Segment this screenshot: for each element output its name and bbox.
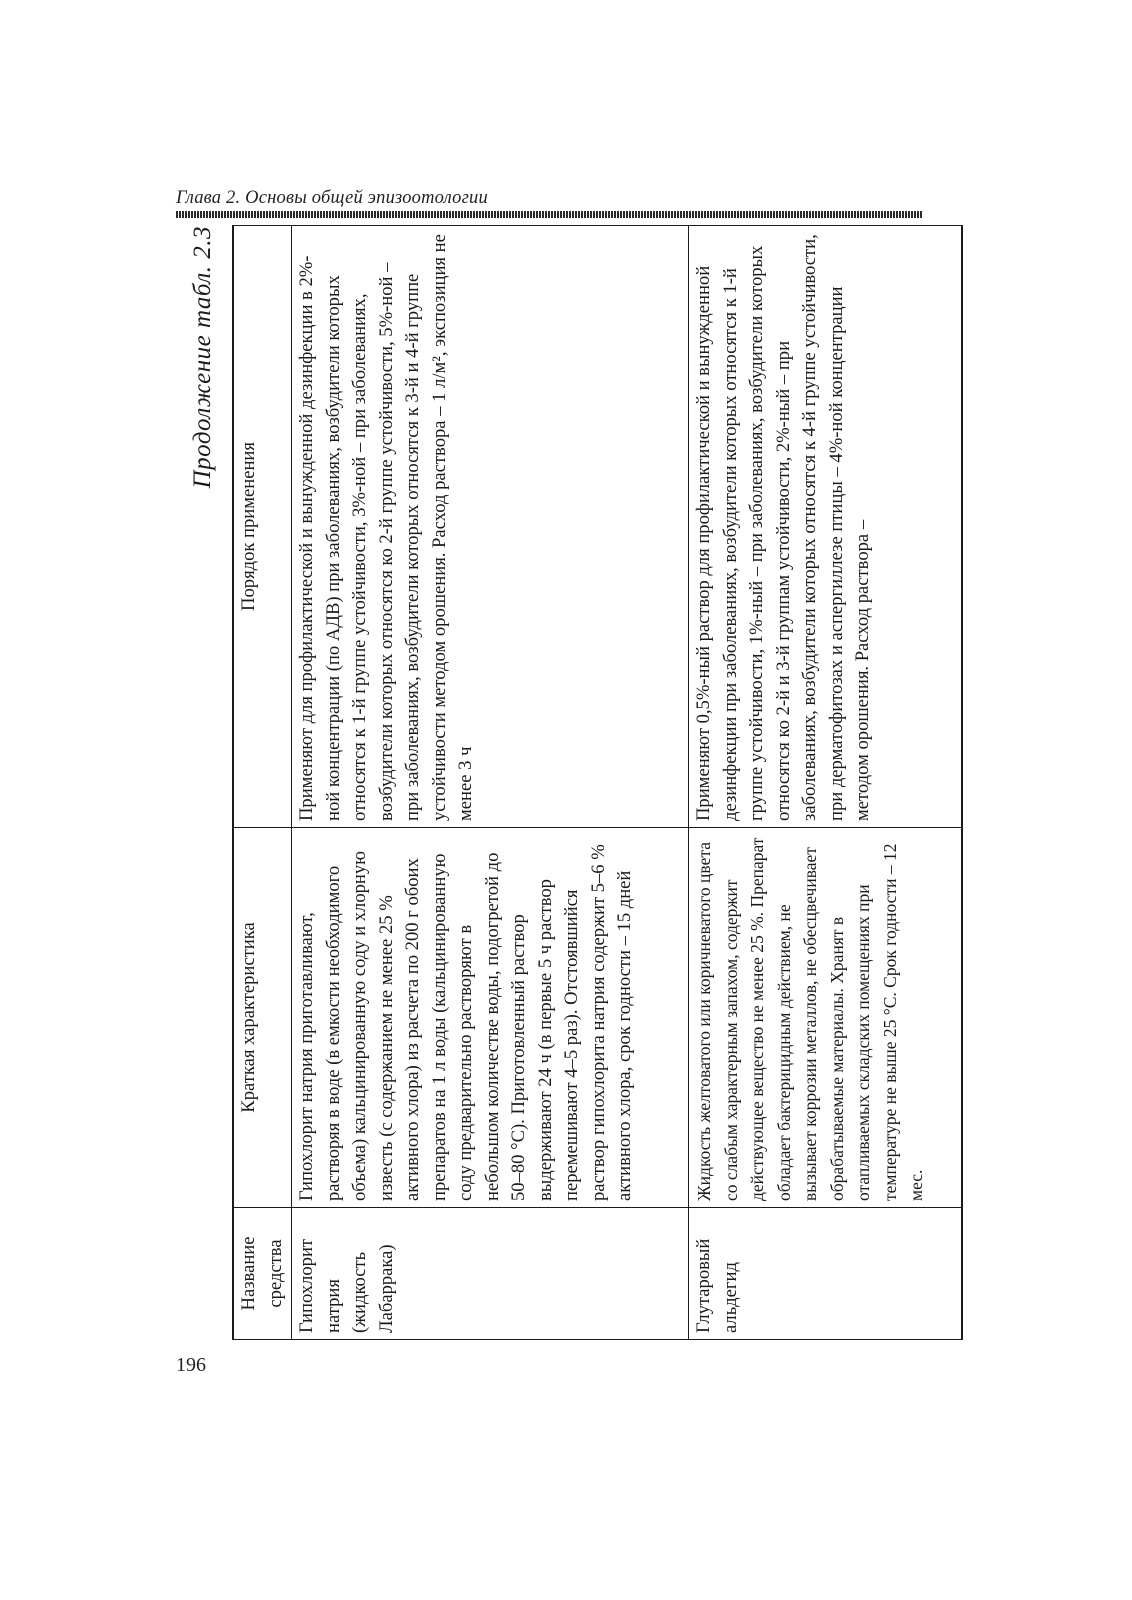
- cell-characteristic: Гипохлорит натрия приготавливают, растворяя в воде (в емкости необходимого объема) кальцинированную соду и хлорную известь (с содержанием не менее 25 % активного хлора) из расчета по 200 г обоих препаратов на 1 л воды (кальцинированную соду предварительно растворяют в небольшом количестве воды, подогретой до 50–80 °С). Приготовленный раствор выдерживают 24 ч (в первые 5 ч раствор перемешивают 4–5 раз). Отстоявшийся раствор гипохлорита натрия содержит 5–6 % активного хлора, срок годности – 15 дней: [292, 828, 689, 1208]
- column-header-characteristic: Краткая характеристика: [233, 828, 292, 1208]
- table-row: [292, 226, 689, 1340]
- cell-name: Гипохлорит натрия (жидкость Лабаррака): [292, 1208, 689, 1340]
- page-number: 196: [176, 1354, 206, 1376]
- column-header-name: Название средства: [233, 1208, 292, 1340]
- running-header: Глава 2. Основы общей эпизоотологии: [176, 188, 488, 208]
- cell-usage: Применяют 0,5%-ный раствор для профилактической и вынужденной дезинфекции при заболеваниях, возбудители которых относятся к 1-й группе устойчивости, 1%-ный – при заболеваниях, возбудители которых относятся ко 2-й и 3-й группам устойчивости, 2%-ный – при заболеваниях, возбудители которых относятся к 4-й группе устойчивости, при дерматофитозах и аспергиллезе птицы – 4%-ной концентрации методом орошения. Расход раствора –: [689, 226, 963, 828]
- cell-usage: Применяют для профилактической и вынужденной дезинфекции в 2%-ной концентрации (по АДВ) при заболеваниях, возбудители которых относятся к 1-й группе устойчивости, 3%-ной – при заболеваниях, возбудители которых относятся ко 2-й группе устойчивости, 5%-ной – при заболеваниях, возбудители которых относятся к 3-й и 4-й группе устойчивости методом орошения. Расход раствора – 1 л/м², экспозиция не менее 3 ч: [292, 226, 689, 828]
- table-container: [176, 226, 926, 1340]
- header-rule: [176, 211, 922, 218]
- disinfectants-table: [232, 225, 963, 1340]
- table-caption: Продолжение табл. 2.3: [189, 226, 216, 489]
- cell-characteristic: Жидкость желтоватого или коричневатого цвета со слабым характерным запахом, содержит действующее вещество не менее 25 %. Препарат обладает бактерицидным действием, не вызывает коррозии металлов, не обесцвечивает обрабатываемые материалы. Хранят в отапливаемых складских помещениях при температуре не выше 25 °С. Срок годности – 12 мес.: [689, 828, 963, 1208]
- table-header-row: [233, 226, 292, 1340]
- column-header-usage: Порядок применения: [233, 226, 292, 828]
- cell-name: Глутаровый альдегид: [689, 1208, 963, 1340]
- rotated-table-page: [176, 226, 926, 1340]
- table-row: [689, 226, 963, 1340]
